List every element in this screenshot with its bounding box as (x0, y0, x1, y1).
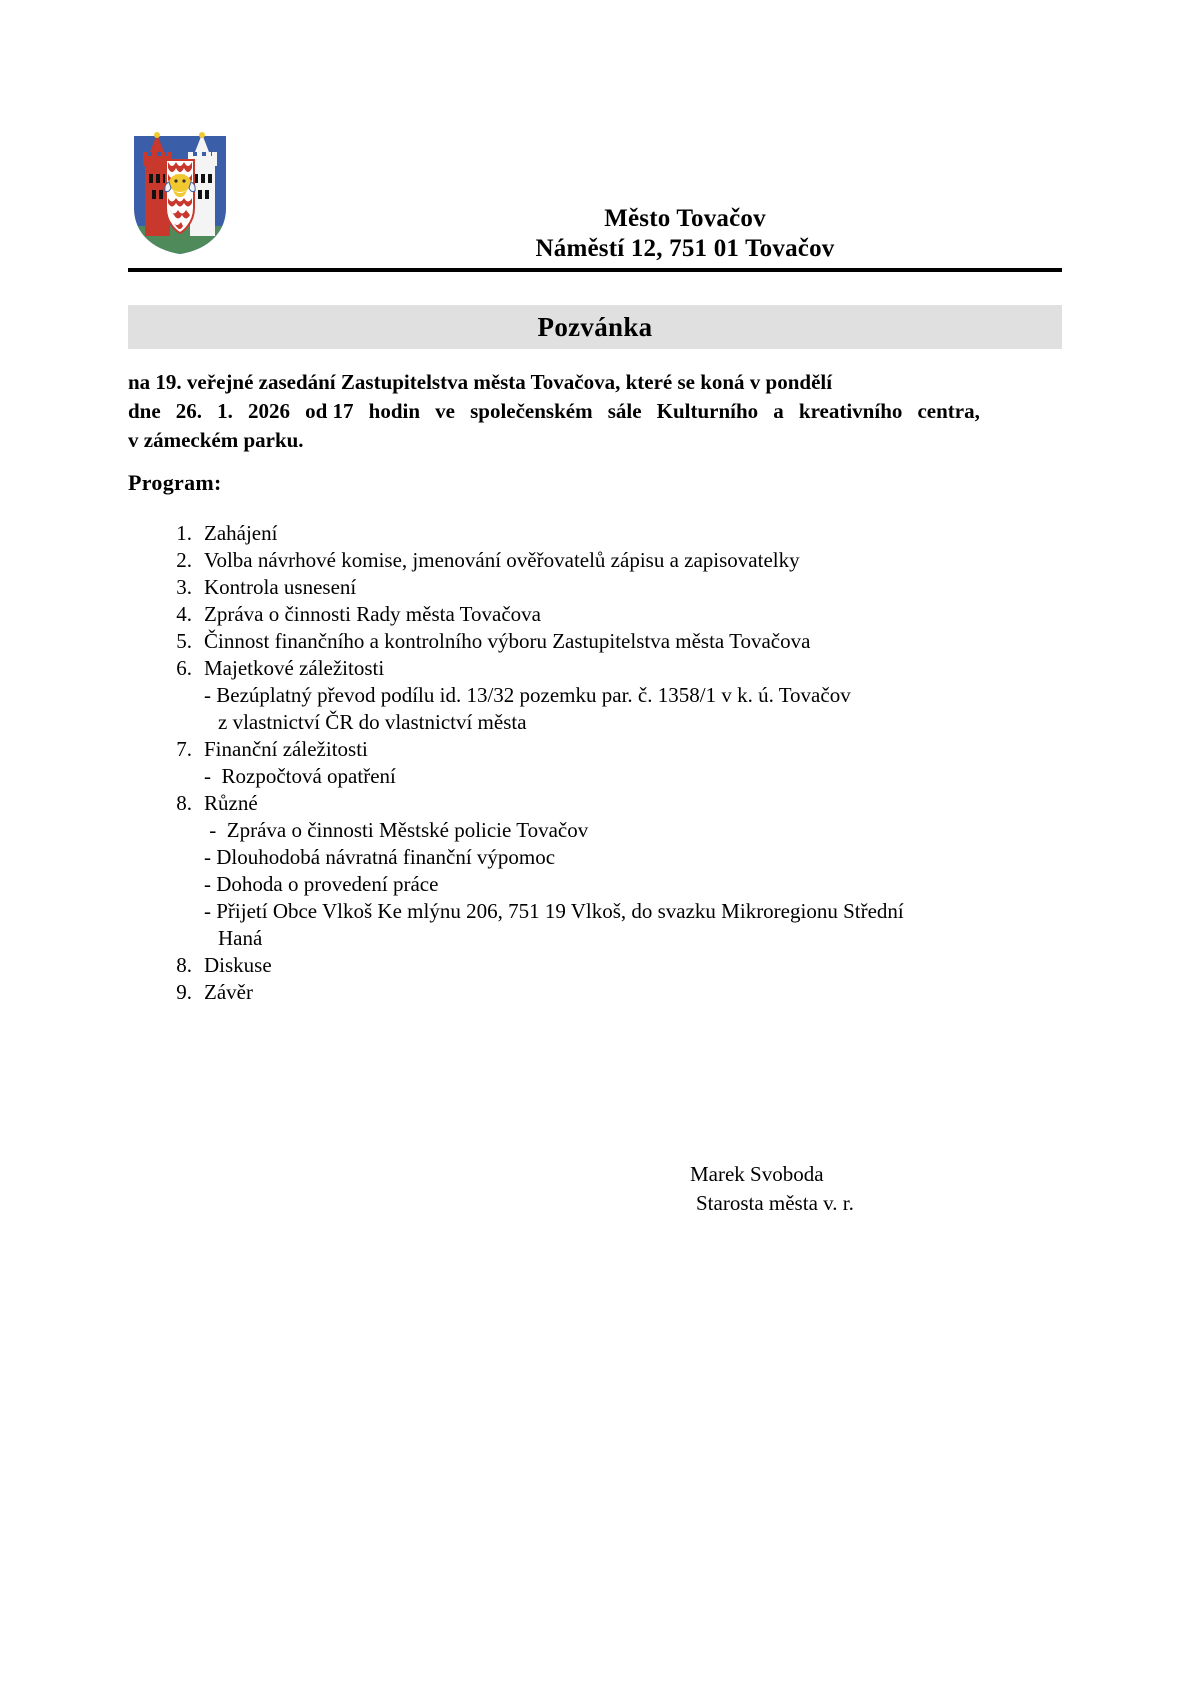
sub-list-item (128, 898, 1028, 952)
intro-word: sále (607, 399, 642, 423)
list-item (128, 520, 1028, 547)
list-item-number: 4. (176, 602, 192, 626)
intro-paragraph (128, 368, 980, 455)
signature-name: Marek Svoboda (690, 1162, 824, 1186)
sub-list-item (128, 682, 1028, 736)
list-item (128, 736, 1028, 763)
list-item-label: Zahájení (204, 521, 278, 545)
list-item-number: 9. (176, 980, 192, 1004)
list-item-label: Majetkové záležitosti (204, 656, 385, 680)
list-item (128, 790, 1028, 817)
sub-list-item-label: - Přijetí Obce Vlkoš Ke mlýnu 206, 751 19 Vlkoš, do svazku Mikroregionu Střední (204, 899, 904, 923)
list-item-number: 2. (176, 548, 192, 572)
list-item (128, 601, 1028, 628)
intro-word: 2026 (248, 399, 291, 423)
document-header (128, 122, 1062, 267)
list-item-label: Zpráva o činnosti Rady města Tovačova (204, 602, 541, 626)
signature-block (690, 1160, 990, 1218)
sub-list-item-label: - Dlouhodobá návratná finanční výpomoc (204, 845, 556, 869)
signature-role: Starosta města v. r. (696, 1191, 854, 1215)
intro-word: 1. (217, 399, 233, 423)
intro-word: od 17 (305, 399, 354, 423)
list-item-label: Diskuse (204, 953, 272, 977)
header-titles (308, 204, 1062, 264)
list-item (128, 574, 1028, 601)
list-item-number: 5. (176, 629, 192, 653)
program-list (128, 520, 1028, 1006)
list-item-label: Kontrola usnesení (204, 575, 357, 599)
list-item-label: Volba návrhové komise, jmenování ověřovatelů zápisu a zapisovatelky (204, 548, 800, 572)
intro-word: a (773, 399, 784, 423)
intro-word: společenském (470, 399, 593, 423)
intro-word: ve (435, 399, 455, 423)
list-item (128, 655, 1028, 682)
organization-name: Město Tovačov (604, 205, 766, 232)
sub-list-item-label: - Bezúplatný převod podílu id. 13/32 pozemku par. č. 1358/1 v k. ú. Tovačov (204, 683, 851, 707)
intro-word: hodin (368, 399, 421, 423)
intro-word: kreativního (798, 399, 903, 423)
list-item-number: 1. (176, 521, 192, 545)
list-item-number: 7. (176, 737, 192, 761)
sub-list-item (128, 844, 1028, 871)
sub-list-item-label: - Dohoda o provedení práce (204, 872, 439, 896)
sub-list-item-label: - Zpráva o činnosti Městské policie Tovačov (204, 818, 589, 842)
list-item-number: 8. (176, 791, 192, 815)
program-heading: Program: (128, 470, 222, 495)
list-item-label: Činnost finančního a kontrolního výboru Zastupitelstva města Tovačova (204, 629, 811, 653)
list-item-label: Závěr (204, 980, 253, 1004)
list-item-number: 8. (176, 953, 192, 977)
page-title: Pozvánka (537, 311, 653, 342)
sub-list-item (128, 871, 1028, 898)
list-item-label: Různé (204, 791, 258, 815)
list-item-label: Finanční záležitosti (204, 737, 368, 761)
sub-list-item (128, 817, 1028, 844)
coat-of-arms-icon (128, 130, 232, 256)
list-item (128, 547, 1028, 574)
list-item-number: 3. (176, 575, 192, 599)
header-divider (128, 268, 1062, 272)
list-item (128, 952, 1028, 979)
intro-word: centra, (917, 399, 980, 423)
list-item (128, 628, 1028, 655)
intro-word: dne (128, 399, 161, 423)
list-item-number: 6. (176, 656, 192, 680)
invitation-banner (128, 305, 1062, 349)
sub-list-item (128, 763, 1028, 790)
intro-line-2 (128, 397, 980, 426)
sub-list-item-continuation: Haná (218, 926, 263, 950)
intro-word: Kulturního (656, 399, 759, 423)
sub-list-item-label: - Rozpočtová opatření (204, 764, 396, 788)
intro-word: 26. (175, 399, 203, 423)
list-item (128, 979, 1028, 1006)
intro-line-3: v zámeckém parku. (128, 428, 304, 452)
sub-list-item-continuation: z vlastnictví ČR do vlastnictví města (218, 710, 527, 734)
intro-line-1: na 19. veřejné zasedání Zastupitelstva města Tovačova, které se koná v pondělí (128, 370, 833, 394)
organization-address: Náměstí 12, 751 01 Tovačov (535, 235, 835, 262)
